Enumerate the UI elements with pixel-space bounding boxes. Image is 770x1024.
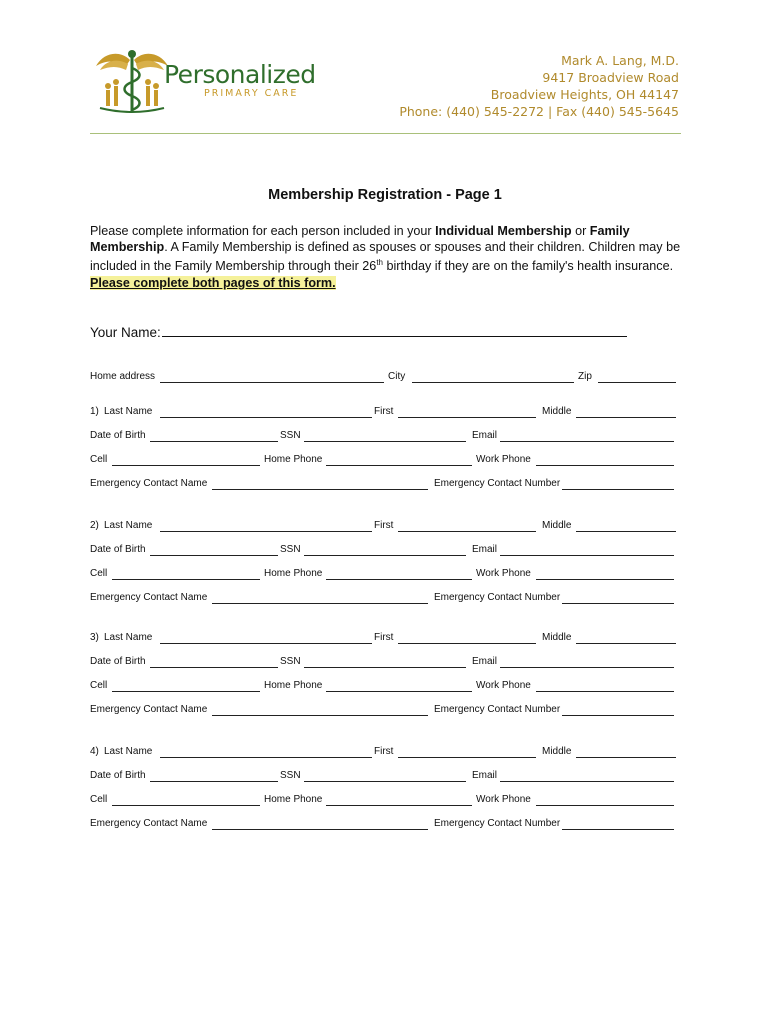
logo-wordmark: Personalized: [164, 60, 316, 89]
last-name-line[interactable]: [160, 643, 372, 644]
dob-line[interactable]: [150, 667, 278, 668]
dob-line[interactable]: [150, 441, 278, 442]
zip-label: Zip: [578, 371, 592, 382]
ssn-line[interactable]: [304, 781, 466, 782]
page-title: Membership Registration - Page 1: [268, 187, 502, 203]
first-name-label: First: [374, 406, 394, 417]
person-row: [90, 680, 676, 694]
phone-fax: Phone: (440) 545-2272 | Fax (440) 545-5645: [399, 104, 679, 119]
practice-logo: [92, 46, 327, 118]
work-phone-line[interactable]: [536, 465, 674, 466]
cell-label: Cell: [90, 568, 108, 579]
emergency-contact-name-label: Emergency Contact Name: [90, 478, 208, 489]
person-row: [90, 592, 676, 606]
emergency-contact-name-line[interactable]: [212, 829, 428, 830]
caduceus-logo-icon: [92, 46, 172, 118]
home-phone-line[interactable]: [326, 579, 472, 580]
dob-line[interactable]: [150, 555, 278, 556]
first-name-line[interactable]: [398, 643, 536, 644]
ssn-label: SSN: [280, 430, 301, 441]
emergency-contact-number-label: Emergency Contact Number: [434, 592, 561, 603]
middle-name-label: Middle: [542, 632, 572, 643]
intro-highlight: Please complete both pages of this form.: [90, 275, 336, 290]
middle-name-label: Middle: [542, 406, 572, 417]
first-name-label: First: [374, 520, 394, 531]
intro-individual: Individual Membership: [435, 224, 572, 238]
dob-label: Date of Birth: [90, 770, 146, 781]
email-label: Email: [472, 430, 498, 441]
email-line[interactable]: [500, 555, 674, 556]
email-line[interactable]: [500, 781, 674, 782]
emergency-contact-number-label: Emergency Contact Number: [434, 704, 561, 715]
ssn-label: SSN: [280, 544, 301, 555]
person-row: [90, 818, 676, 832]
person-row: [90, 478, 676, 492]
middle-name-line[interactable]: [576, 531, 676, 532]
ssn-line[interactable]: [304, 667, 466, 668]
last-name-label: Last Name: [104, 520, 153, 531]
emergency-contact-name-line[interactable]: [212, 715, 428, 716]
emergency-contact-number-line[interactable]: [562, 603, 674, 604]
person-row: [90, 568, 676, 582]
emergency-contact-name-label: Emergency Contact Name: [90, 704, 208, 715]
home-address-line[interactable]: [160, 382, 384, 383]
email-label: Email: [472, 770, 498, 781]
cell-line[interactable]: [112, 805, 260, 806]
cell-label: Cell: [90, 454, 108, 465]
person-row: [90, 430, 676, 444]
emergency-contact-number-label: Emergency Contact Number: [434, 818, 561, 829]
work-phone-line[interactable]: [536, 691, 674, 692]
dob-line[interactable]: [150, 781, 278, 782]
middle-name-line[interactable]: [576, 643, 676, 644]
work-phone-label: Work Phone: [476, 680, 531, 691]
emergency-contact-number-line[interactable]: [562, 715, 674, 716]
middle-name-line[interactable]: [576, 757, 676, 758]
email-line[interactable]: [500, 667, 674, 668]
dob-label: Date of Birth: [90, 656, 146, 667]
street-address: 9417 Broadview Road: [542, 70, 679, 85]
ssn-line[interactable]: [304, 555, 466, 556]
last-name-label: Last Name: [104, 746, 153, 757]
middle-name-label: Middle: [542, 520, 572, 531]
email-label: Email: [472, 656, 498, 667]
first-name-line[interactable]: [398, 417, 536, 418]
home-phone-line[interactable]: [326, 691, 472, 692]
intro-superscript: th: [376, 258, 383, 268]
home-phone-label: Home Phone: [264, 680, 323, 691]
person-number: 3): [90, 632, 99, 643]
contact-block: [399, 52, 679, 120]
person-row: [90, 454, 676, 468]
home-phone-label: Home Phone: [264, 454, 323, 465]
cell-line[interactable]: [112, 465, 260, 466]
middle-name-line[interactable]: [576, 417, 676, 418]
home-phone-line[interactable]: [326, 805, 472, 806]
work-phone-label: Work Phone: [476, 794, 531, 805]
person-row: [90, 632, 676, 646]
intro-family: Family Membership: [90, 224, 630, 255]
ssn-label: SSN: [280, 770, 301, 781]
person-number: 4): [90, 746, 99, 757]
your-name-label: Your Name:: [90, 325, 161, 340]
middle-name-label: Middle: [542, 746, 572, 757]
first-name-line[interactable]: [398, 531, 536, 532]
first-name-line[interactable]: [398, 757, 536, 758]
emergency-contact-number-label: Emergency Contact Number: [434, 478, 561, 489]
first-name-label: First: [374, 746, 394, 757]
emergency-contact-name-label: Emergency Contact Name: [90, 818, 208, 829]
ssn-label: SSN: [280, 656, 301, 667]
email-label: Email: [472, 544, 498, 555]
emergency-contact-name-label: Emergency Contact Name: [90, 592, 208, 603]
person-row: [90, 520, 676, 534]
intro-paragraph: [90, 223, 690, 291]
home-phone-label: Home Phone: [264, 794, 323, 805]
city-state-zip: Broadview Heights, OH 44147: [490, 87, 679, 102]
your-name-field[interactable]: [90, 322, 627, 340]
work-phone-line[interactable]: [536, 805, 674, 806]
intro-text: or: [571, 224, 590, 238]
intro-text: . A Family Membership is defined as spouses or spouses and their children. Children may be included in the Family Membership through their 26: [90, 240, 681, 274]
work-phone-line[interactable]: [536, 579, 674, 580]
home-phone-label: Home Phone: [264, 568, 323, 579]
cell-line[interactable]: [112, 579, 260, 580]
person-row: [90, 746, 676, 760]
city-label: City: [388, 371, 406, 382]
dob-label: Date of Birth: [90, 430, 146, 441]
logo-subtitle: PRIMARY CARE: [204, 88, 299, 99]
person-row: [90, 544, 676, 558]
home-address-label: Home address: [90, 371, 156, 382]
person-row: [90, 406, 676, 420]
intro-text: birthday if they are on the family's health insurance.: [382, 259, 674, 274]
person-number: 1): [90, 406, 99, 417]
emergency-contact-number-line[interactable]: [562, 489, 674, 490]
person-row: [90, 656, 676, 670]
cell-label: Cell: [90, 680, 108, 691]
last-name-label: Last Name: [104, 406, 153, 417]
last-name-line[interactable]: [160, 531, 372, 532]
intro-text: Please complete information for each person included in your: [90, 224, 436, 238]
last-name-line[interactable]: [160, 757, 372, 758]
person-number: 2): [90, 520, 99, 531]
person-row: [90, 704, 676, 718]
doctor-name: Mark A. Lang, M.D.: [561, 53, 679, 68]
first-name-label: First: [374, 632, 394, 643]
last-name-line[interactable]: [160, 417, 372, 418]
work-phone-label: Work Phone: [476, 568, 531, 579]
emergency-contact-number-line[interactable]: [562, 829, 674, 830]
emergency-contact-name-line[interactable]: [212, 489, 428, 490]
address-row: [90, 371, 676, 385]
person-row: [90, 794, 676, 808]
ssn-line[interactable]: [304, 441, 466, 442]
city-line[interactable]: [412, 382, 574, 383]
cell-label: Cell: [90, 794, 108, 805]
last-name-label: Last Name: [104, 632, 153, 643]
your-name-line[interactable]: [162, 322, 627, 337]
dob-label: Date of Birth: [90, 544, 146, 555]
person-row: [90, 770, 676, 784]
zip-line[interactable]: [598, 382, 676, 383]
emergency-contact-name-line[interactable]: [212, 603, 428, 604]
header-divider: [90, 133, 681, 134]
email-line[interactable]: [500, 441, 674, 442]
home-phone-line[interactable]: [326, 465, 472, 466]
cell-line[interactable]: [112, 691, 260, 692]
work-phone-label: Work Phone: [476, 454, 531, 465]
